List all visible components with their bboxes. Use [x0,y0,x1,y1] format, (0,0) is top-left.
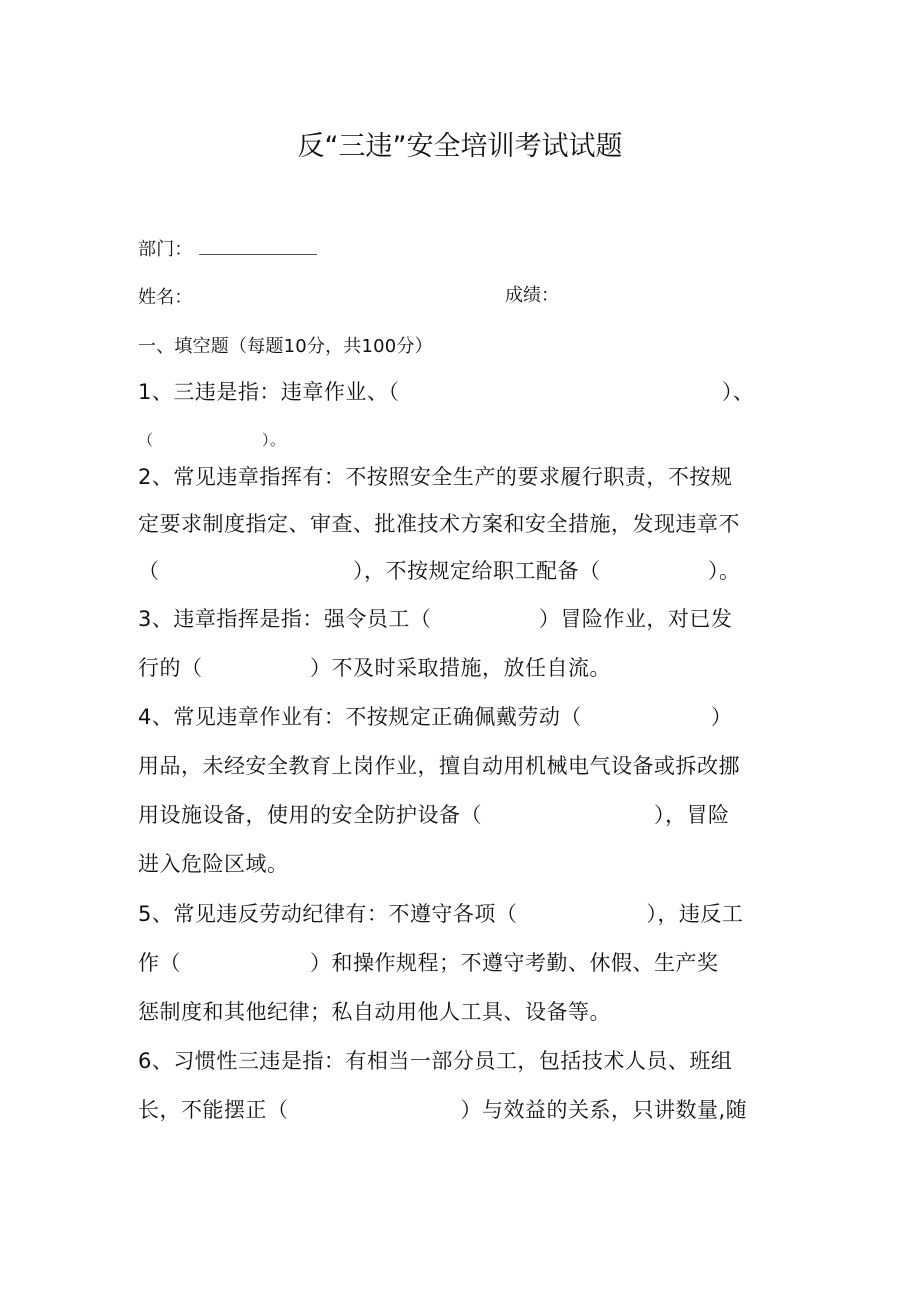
exam-title: 反“三违”安全培训考试试题 [297,131,623,162]
question-1-line-1: 1、三违是指：违章作业、（ ）、 [138,380,755,404]
question-5-line-2: 作（ ）和操作规程；不遵守考勤、休假、生产奖 [138,951,719,975]
question-3-line-2: 行的（ ）不及时采取措施，放任自流。 [138,656,611,680]
question-4-line-4: 进入危险区域。 [138,852,289,876]
question-6-line-2: 长，不能摆正（ ）与效益的关系，只讲数量,随 [138,1098,748,1122]
department-label: 部门： [138,239,193,260]
question-1-line-2: （ ）。 [138,431,286,449]
score-label: 成绩： [505,285,559,306]
question-3-line-1: 3、违章指挥是指：强令员工（ ）冒险作业，对已发 [138,607,733,631]
name-label: 姓名： [138,287,193,308]
department-row [138,232,317,266]
question-5-line-3: 惩制度和其他纪律；私自动用他人工具、设备等。 [138,1000,611,1024]
section-heading: 一、填空题（每题10分，共100分） [138,336,433,357]
question-2-line-2: 定要求制度指定、审查、批准技术方案和安全措施，发现违章不 [138,512,740,536]
question-2-line-1: 2、常见违章指挥有：不按照安全生产的要求履行职责，不按规 [138,465,733,489]
question-4-line-1: 4、常见违章作业有：不按规定正确佩戴劳动（ ） [138,705,733,729]
department-blank[interactable] [199,232,317,255]
question-6-line-1: 6、习惯性三违是指：有相当一部分员工，包括技术人员、班组 [138,1049,733,1073]
question-4-line-2: 用品，未经安全教育上岗作业，擅自动用机械电气设备或拆改挪 [138,754,740,778]
question-4-line-3: 用设施设备，使用的安全防护设备（ ），冒险 [138,803,730,827]
question-2-line-3: （ ），不按规定给职工配备（ ）。 [138,559,741,583]
question-5-line-1: 5、常见违反劳动纪律有：不遵守各项（ ），违反工 [138,902,744,926]
